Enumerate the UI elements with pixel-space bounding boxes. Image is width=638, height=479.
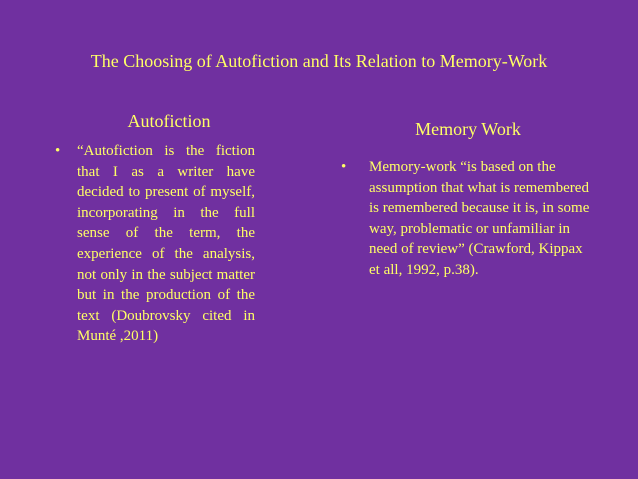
autofiction-bullet-text: “Autofiction is the fiction that I as a writer have decided to present of myself, incorporating in the full sense of the term, the experience of the analysis, not only in the subject matter but in the production of the text (Doubrovsky cited in Munté ,2011) — [77, 143, 255, 345]
autofiction-heading: Autofiction — [127, 111, 211, 131]
memory-work-bullet — [341, 157, 591, 281]
slide-title: The Choosing of Autofiction and Its Relation to Memory-Work — [90, 51, 548, 71]
bullet-marker: • — [55, 143, 61, 159]
memory-work-heading: Memory Work — [415, 119, 521, 139]
memory-work-bullet-text: Memory-work “is based on the assumption that what is remembered is remembered because it is, in some way, problematic or unfamiliar in need of review” (Crawford, Kippax et all, 1992, p.38). — [369, 159, 590, 278]
autofiction-bullet — [55, 141, 255, 347]
bullet-marker: • — [341, 159, 347, 175]
